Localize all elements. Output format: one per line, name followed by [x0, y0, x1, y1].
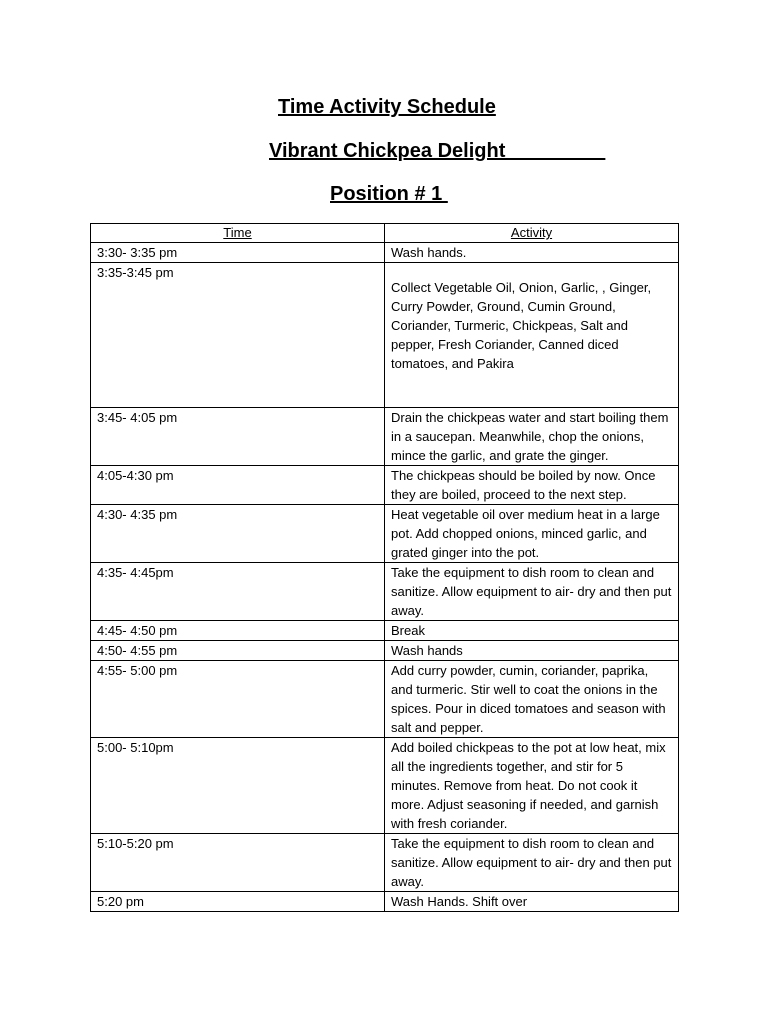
- activity-text: Collect Vegetable Oil, Onion, Garlic, , Ginger, Curry Powder, Ground, Cumin Ground, Coriander, Turmeric, Chickpeas, Salt and pepper, Fresh Coriander, Canned diced tomatoes, and Pakira: [391, 280, 652, 371]
- table-row: [91, 563, 679, 621]
- table-row: [91, 661, 679, 738]
- activity-cell: The chickpeas should be boiled by now. Once they are boiled, proceed to the next step.: [385, 466, 679, 505]
- activity-cell: [385, 263, 679, 408]
- table-row: [91, 466, 679, 505]
- time-cell: 5:00- 5:10pm: [91, 738, 385, 834]
- table-row: [91, 834, 679, 892]
- column-header-time: Time: [91, 224, 385, 243]
- table-row: [91, 641, 679, 661]
- time-cell: 4:35- 4:45pm: [91, 563, 385, 621]
- time-cell: 3:30- 3:35 pm: [91, 243, 385, 263]
- time-cell: 5:20 pm: [91, 892, 385, 912]
- document-title: Time Activity Schedule: [278, 96, 496, 118]
- column-header-activity: Activity: [385, 224, 679, 243]
- table-row: [91, 263, 679, 408]
- table-row: [91, 621, 679, 641]
- table-row: [91, 738, 679, 834]
- time-cell: 4:55- 5:00 pm: [91, 661, 385, 738]
- recipe-name: Vibrant Chickpea Delight: [269, 140, 606, 162]
- table-row: [91, 243, 679, 263]
- time-cell: 4:05-4:30 pm: [91, 466, 385, 505]
- schedule-table: [90, 223, 679, 912]
- time-cell: 4:30- 4:35 pm: [91, 505, 385, 563]
- activity-cell: Wash Hands. Shift over: [385, 892, 679, 912]
- time-cell: 4:50- 4:55 pm: [91, 641, 385, 661]
- activity-cell: Break: [385, 621, 679, 641]
- time-cell: 5:10-5:20 pm: [91, 834, 385, 892]
- activity-cell: Wash hands: [385, 641, 679, 661]
- activity-cell: Heat vegetable oil over medium heat in a large pot. Add chopped onions, minced garlic, and grated ginger into the pot.: [385, 505, 679, 563]
- table-header-row: [91, 224, 679, 243]
- table-row: [91, 505, 679, 563]
- time-cell: 4:45- 4:50 pm: [91, 621, 385, 641]
- activity-cell: Add boiled chickpeas to the pot at low heat, mix all the ingredients together, and stir for 5 minutes. Remove from heat. Do not cook it more. Adjust seasoning if needed, and garnish with fresh coriander.: [385, 738, 679, 834]
- time-cell: 3:35-3:45 pm: [91, 263, 385, 408]
- activity-cell: Add curry powder, cumin, coriander, paprika, and turmeric. Stir well to coat the onions in the spices. Pour in diced tomatoes and season with salt and pepper.: [385, 661, 679, 738]
- activity-cell: Take the equipment to dish room to clean and sanitize. Allow equipment to air- dry and then put away.: [385, 834, 679, 892]
- table-row: [91, 408, 679, 466]
- time-cell: 3:45- 4:05 pm: [91, 408, 385, 466]
- activity-cell: Wash hands.: [385, 243, 679, 263]
- table-row: [91, 892, 679, 912]
- position-label: Position # 1: [330, 183, 448, 205]
- activity-cell: Drain the chickpeas water and start boiling them in a saucepan. Meanwhile, chop the onions, mince the garlic, and grate the ginger.: [385, 408, 679, 466]
- activity-cell: Take the equipment to dish room to clean and sanitize. Allow equipment to air- dry and then put away.: [385, 563, 679, 621]
